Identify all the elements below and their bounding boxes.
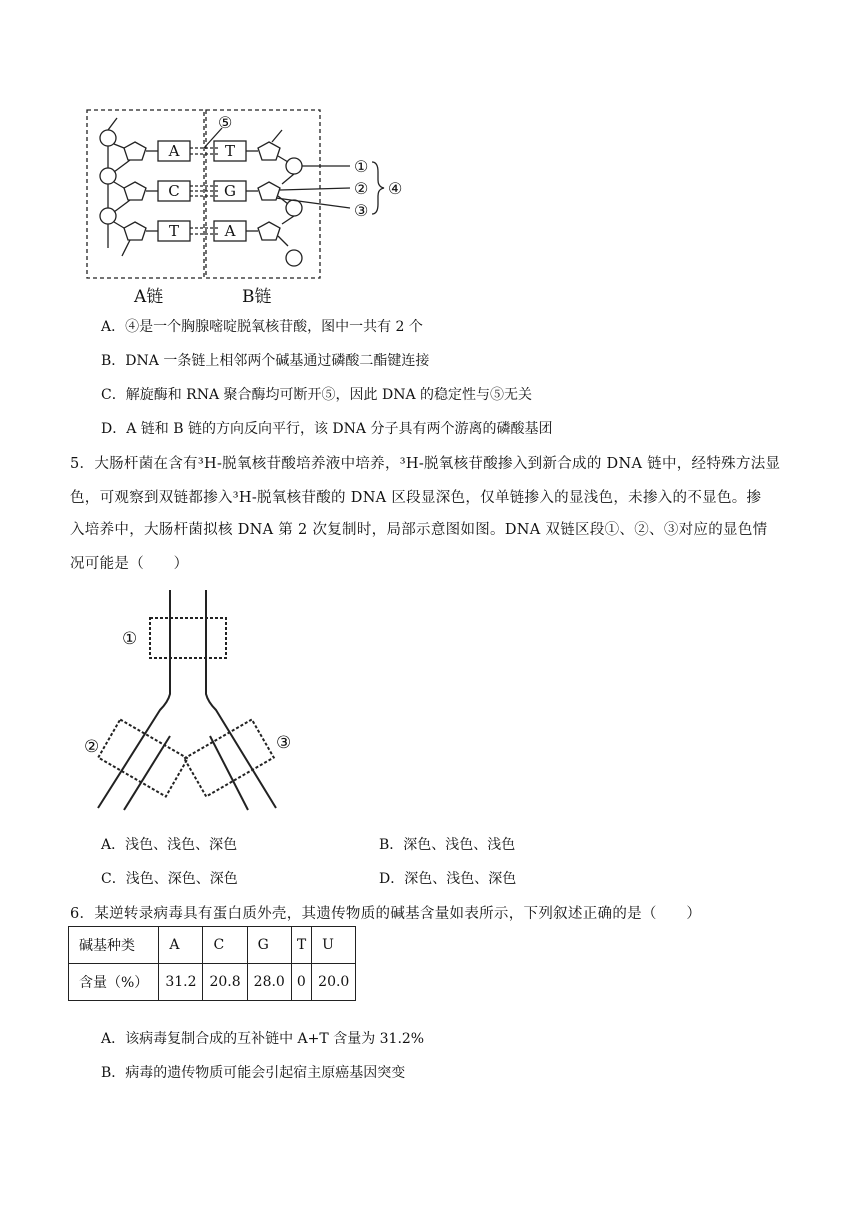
table-row	[69, 964, 356, 1001]
q4-option-d: D．A 链和 B 链的方向反向平行，该 DNA 分子具有两个游离的磷酸基团	[101, 421, 553, 437]
dna-structure-figure	[80, 100, 440, 310]
q5-line-4: 况可能是（ ）	[70, 556, 189, 572]
base-a-3: T	[168, 222, 180, 240]
q5-option-b: B．深色、浅色、浅色	[379, 837, 516, 853]
q5-line-1: 5．大肠杆菌在含有³H-脱氧核苷酸培养液中培养，³H-脱氧核苷酸掺入到新合成的 DNA 链中，经特殊方法显	[70, 456, 781, 472]
strand-b-label: B链	[242, 287, 272, 307]
table-cell: 31.2	[159, 964, 203, 1001]
q5-option-a: A．浅色、浅色、深色	[101, 837, 238, 853]
q4-option-a: A．④是一个胸腺嘧啶脱氧核苷酸，图中一共有 2 个	[101, 319, 423, 335]
table-cell: G	[247, 927, 291, 964]
table-cell: A	[159, 927, 203, 964]
base-b-3: A	[224, 222, 236, 240]
table-cell: T	[291, 927, 311, 964]
table-cell: 含量（%）	[69, 964, 159, 1001]
fork-label-3: ③	[276, 733, 292, 753]
strand-a-label: A链	[134, 287, 164, 307]
table-cell: 碱基种类	[69, 927, 159, 964]
q5-option-c: C．浅色、深色、深色	[101, 871, 238, 887]
table-cell: 28.0	[247, 964, 291, 1001]
table-cell: 20.8	[203, 964, 247, 1001]
q6-stem: 6．某逆转录病毒具有蛋白质外壳，其遗传物质的碱基含量如表所示，下列叙述正确的是（ ）	[70, 906, 702, 922]
q4-option-b: B．DNA 一条链上相邻两个碱基通过磷酸二酯键连接	[101, 353, 430, 369]
q4-option-c: C．解旋酶和 RNA 聚合酶均可断开⑤，因此 DNA 的稳定性与⑤无关	[101, 387, 532, 403]
table-row	[69, 927, 356, 964]
q5-line-2: 色，可观察到双链都掺入³H-脱氧核苷酸的 DNA 区段显深色，仅单链掺入的显浅色，未掺入的不显色。掺	[70, 490, 762, 506]
base-content-table	[68, 926, 356, 1001]
label-4: ④	[388, 179, 403, 198]
table-cell: 0	[291, 964, 311, 1001]
label-2: ②	[354, 179, 369, 198]
label-3: ③	[354, 201, 369, 220]
q5-option-d: D．深色、浅色、深色	[379, 871, 517, 887]
table-cell: C	[203, 927, 247, 964]
label-1: ①	[354, 157, 369, 176]
base-b-2: G	[224, 182, 236, 200]
label-5: ⑤	[218, 113, 233, 132]
fork-label-2: ②	[84, 737, 100, 757]
fork-label-1: ①	[122, 629, 138, 649]
table-cell: 20.0	[312, 964, 356, 1001]
replication-fork-figure	[80, 586, 310, 826]
table-cell: U	[312, 927, 356, 964]
base-a-1: A	[168, 142, 180, 160]
q5-line-3: 入培养中，大肠杆菌拟核 DNA 第 2 次复制时，局部示意图如图。DNA 双链区段①、②、③对应的显色情	[70, 522, 768, 538]
q6-option-b: B．病毒的遗传物质可能会引起宿主原癌基因突变	[101, 1065, 406, 1081]
q6-option-a: A．该病毒复制合成的互补链中 A+T 含量为 31.2%	[101, 1031, 425, 1047]
base-a-2: C	[168, 182, 180, 200]
base-b-1: T	[224, 142, 236, 160]
